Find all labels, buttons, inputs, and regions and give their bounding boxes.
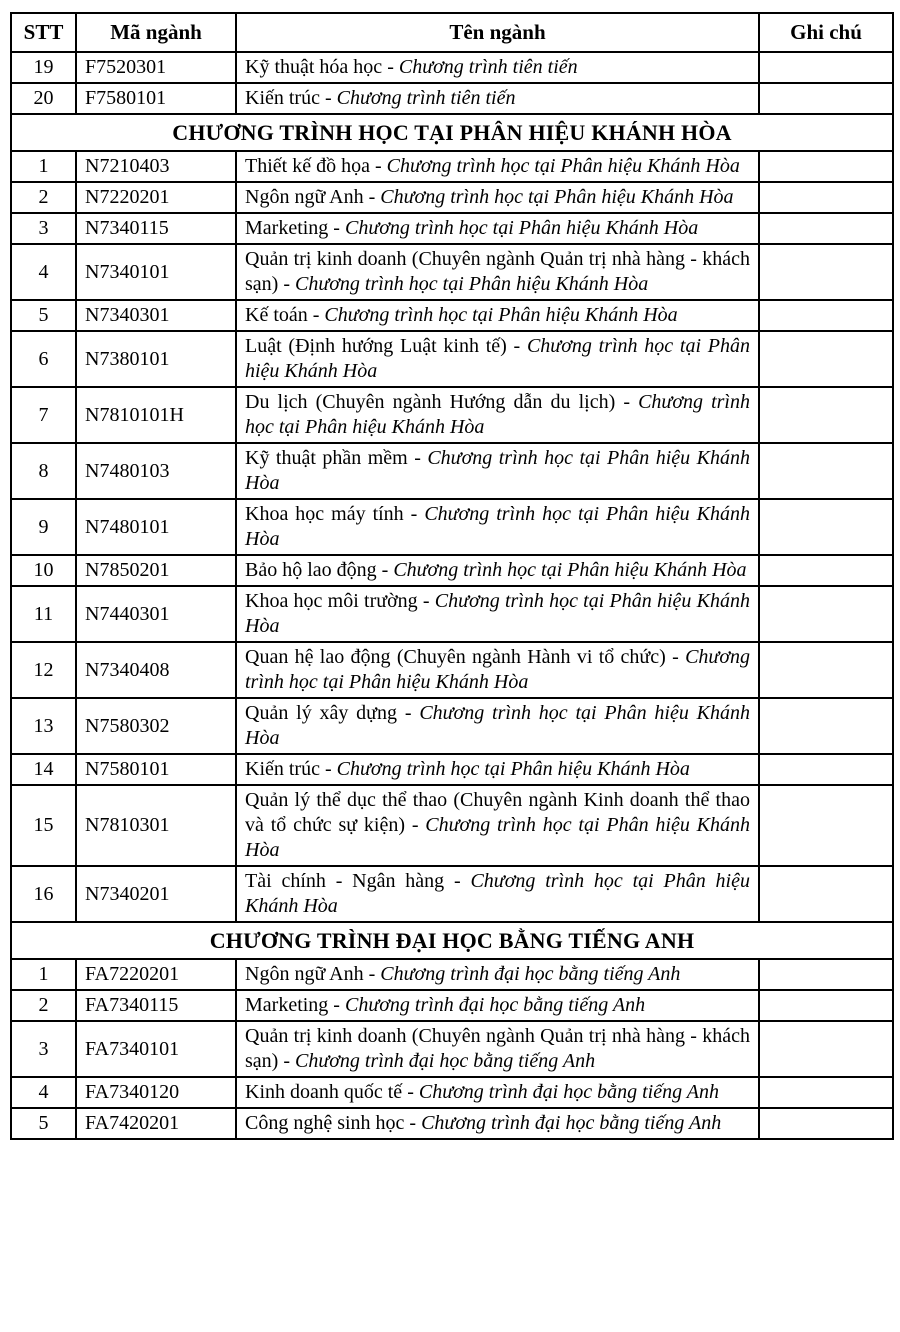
table-row [11,443,893,499]
row-number-cell: 5 [11,1108,76,1139]
section-header-row [11,114,893,151]
row-number-cell: 2 [11,182,76,213]
document-page [10,12,892,1140]
program-name-text: Chương trình học tại Phân hiệu Khánh Hòa [245,391,750,438]
note-cell [759,213,893,244]
program-name-text: Chương trình học tại Phân hiệu Khánh Hòa [245,646,750,693]
table-row [11,331,893,387]
section-title: CHƯƠNG TRÌNH ĐẠI HỌC BẰNG TIẾNG ANH [11,922,893,959]
major-name-text: Kiến trúc - [245,758,337,780]
major-name-cell [236,1077,759,1108]
row-number-cell: 6 [11,331,76,387]
major-name-text: Khoa học máy tính - [245,503,425,525]
row-number-cell: 4 [11,244,76,300]
major-name-text: Marketing - [245,217,345,239]
program-name-text: Chương trình tiên tiến [336,87,516,109]
table-row [11,785,893,866]
row-number-cell: 16 [11,866,76,922]
note-cell [759,1021,893,1077]
note-cell [759,990,893,1021]
major-name-cell [236,555,759,586]
col-header-code: Mã ngành [76,13,236,52]
table-row [11,586,893,642]
program-name-text: Chương trình đại học bằng tiếng Anh [421,1112,722,1134]
major-name-text: Quan hệ lao động (Chuyên ngành Hành vi tổ chức) - [245,646,686,668]
note-cell [759,52,893,83]
major-name-cell [236,1021,759,1077]
major-code-cell: FA7340120 [76,1077,236,1108]
major-name-text: Kỹ thuật phần mềm - [245,447,428,469]
major-name-text: Thiết kế đồ họa - [245,155,387,177]
major-name-cell [236,213,759,244]
program-name-text: Chương trình học tại Phân hiệu Khánh Hòa [245,447,750,494]
table-row [11,959,893,990]
program-name-text: Chương trình học tại Phân hiệu Khánh Hòa [294,273,649,295]
row-number-cell: 8 [11,443,76,499]
note-cell [759,1108,893,1139]
major-code-cell: N7340101 [76,244,236,300]
row-number-cell: 19 [11,52,76,83]
major-name-text: Tài chính - Ngân hàng - [245,870,471,892]
major-code-cell: N7440301 [76,586,236,642]
program-name-text: Chương trình học tại Phân hiệu Khánh Hòa [245,590,750,637]
table-row [11,52,893,83]
major-name-cell [236,83,759,114]
major-name-text: Luật (Định hướng Luật kinh tế) - [245,335,527,357]
major-name-text: Quản trị kinh doanh (Chuyên ngành Quản trị nhà hàng - khách sạn) - [245,248,750,295]
program-name-text: Chương trình học tại Phân hiệu Khánh Hòa [245,702,750,749]
major-name-cell [236,990,759,1021]
program-name-text: Chương trình học tại Phân hiệu Khánh Hòa [336,758,690,780]
major-code-cell: N7340115 [76,213,236,244]
note-cell [759,499,893,555]
section-header-row [11,922,893,959]
note-cell [759,785,893,866]
note-cell [759,387,893,443]
table-row [11,182,893,213]
program-name-text: Chương trình học tại Phân hiệu Khánh Hòa [344,217,699,239]
major-name-cell [236,182,759,213]
row-number-cell: 3 [11,1021,76,1077]
table-row [11,1108,893,1139]
row-number-cell: 3 [11,213,76,244]
major-code-cell: FA7340101 [76,1021,236,1077]
major-name-text: Ngôn ngữ Anh - [245,963,381,985]
major-name-cell [236,52,759,83]
major-name-text: Du lịch (Chuyên ngành Hướng dẫn du lịch) - [245,391,639,413]
major-name-text: Kỹ thuật hóa học - [245,56,399,78]
major-name-cell [236,151,759,182]
table-row [11,300,893,331]
col-header-stt: STT [11,13,76,52]
program-name-text: Chương trình học tại Phân hiệu Khánh Hòa [324,304,678,326]
major-code-cell: N7850201 [76,555,236,586]
major-code-cell: N7480101 [76,499,236,555]
row-number-cell: 1 [11,959,76,990]
major-name-cell [236,586,759,642]
table-row [11,1021,893,1077]
programs-table [10,12,894,1140]
major-name-text: Kiến trúc - [245,87,337,109]
note-cell [759,151,893,182]
major-name-cell [236,244,759,300]
major-code-cell: N7810101H [76,387,236,443]
row-number-cell: 9 [11,499,76,555]
row-number-cell: 11 [11,586,76,642]
note-cell [759,300,893,331]
row-number-cell: 20 [11,83,76,114]
major-name-text: Kế toán - [245,304,325,326]
major-code-cell: N7380101 [76,331,236,387]
major-code-cell: N7580101 [76,754,236,785]
major-name-cell [236,443,759,499]
major-name-text: Marketing - [245,994,345,1016]
program-name-text: Chương trình học tại Phân hiệu Khánh Hòa [245,870,750,917]
major-name-cell [236,387,759,443]
row-number-cell: 12 [11,642,76,698]
note-cell [759,244,893,300]
program-name-text: Chương trình học tại Phân hiệu Khánh Hòa [245,335,751,382]
major-name-cell [236,331,759,387]
major-name-cell [236,785,759,866]
note-cell [759,1077,893,1108]
table-row [11,151,893,182]
program-name-text: Chương trình đại học bằng tiếng Anh [418,1081,719,1103]
major-code-cell: N7480103 [76,443,236,499]
row-number-cell: 5 [11,300,76,331]
program-name-text: Chương trình học tại Phân hiệu Khánh Hòa [380,186,734,208]
row-number-cell: 13 [11,698,76,754]
major-name-cell [236,499,759,555]
major-code-cell: N7210403 [76,151,236,182]
row-number-cell: 7 [11,387,76,443]
major-code-cell: N7810301 [76,785,236,866]
row-number-cell: 1 [11,151,76,182]
table-row [11,499,893,555]
major-name-cell [236,642,759,698]
program-name-text: Chương trình học tại Phân hiệu Khánh Hòa [393,559,747,581]
program-name-text: Chương trình học tại Phân hiệu Khánh Hòa [386,155,740,177]
row-number-cell: 10 [11,555,76,586]
note-cell [759,443,893,499]
note-cell [759,555,893,586]
row-number-cell: 2 [11,990,76,1021]
major-name-text: Quản trị kinh doanh (Chuyên ngành Quản trị nhà hàng - khách sạn) - [245,1025,750,1072]
section-title: CHƯƠNG TRÌNH HỌC TẠI PHÂN HIỆU KHÁNH HÒA [11,114,893,151]
table-row [11,866,893,922]
program-name-text: Chương trình đại học bằng tiếng Anh [344,994,646,1016]
note-cell [759,331,893,387]
major-name-text: Kinh doanh quốc tế - [245,1081,419,1103]
table-row [11,387,893,443]
table-header-row [11,13,893,52]
major-name-text: Bảo hộ lao động - [245,559,394,581]
table-row [11,642,893,698]
note-cell [759,182,893,213]
major-name-cell [236,754,759,785]
note-cell [759,959,893,990]
note-cell [759,83,893,114]
note-cell [759,866,893,922]
major-code-cell: N7340301 [76,300,236,331]
major-name-cell [236,698,759,754]
table-row [11,213,893,244]
note-cell [759,642,893,698]
col-header-name: Tên ngành [236,13,759,52]
major-code-cell: N7340201 [76,866,236,922]
program-name-text: Chương trình đại học bằng tiếng Anh [380,963,681,985]
major-name-cell [236,1108,759,1139]
major-code-cell: F7520301 [76,52,236,83]
program-name-text: Chương trình học tại Phân hiệu Khánh Hòa [245,814,750,861]
row-number-cell: 4 [11,1077,76,1108]
major-name-text: Ngôn ngữ Anh - [245,186,381,208]
program-name-text: Chương trình đại học bằng tiếng Anh [294,1050,596,1072]
major-name-cell [236,300,759,331]
table-row [11,1077,893,1108]
major-code-cell: FA7220201 [76,959,236,990]
note-cell [759,754,893,785]
row-number-cell: 15 [11,785,76,866]
table-row [11,83,893,114]
major-code-cell: N7340408 [76,642,236,698]
table-row [11,244,893,300]
major-code-cell: N7580302 [76,698,236,754]
major-code-cell: N7220201 [76,182,236,213]
note-cell [759,698,893,754]
table-row [11,555,893,586]
major-name-text: Khoa học môi trường - [245,590,435,612]
col-header-note: Ghi chú [759,13,893,52]
table-row [11,698,893,754]
major-code-cell: FA7340115 [76,990,236,1021]
table-row [11,990,893,1021]
major-name-text: Quản lý xây dựng - [245,702,420,724]
program-name-text: Chương trình tiên tiến [398,56,578,78]
major-code-cell: F7580101 [76,83,236,114]
major-code-cell: FA7420201 [76,1108,236,1139]
major-name-text: Công nghệ sinh học - [245,1112,422,1134]
major-name-text: Quản lý thể dục thể thao (Chuyên ngành Kinh doanh thể thao và tổ chức sự kiện) - [245,789,750,836]
row-number-cell: 14 [11,754,76,785]
note-cell [759,586,893,642]
major-name-cell [236,959,759,990]
program-name-text: Chương trình học tại Phân hiệu Khánh Hòa [245,503,750,550]
table-row [11,754,893,785]
major-name-cell [236,866,759,922]
